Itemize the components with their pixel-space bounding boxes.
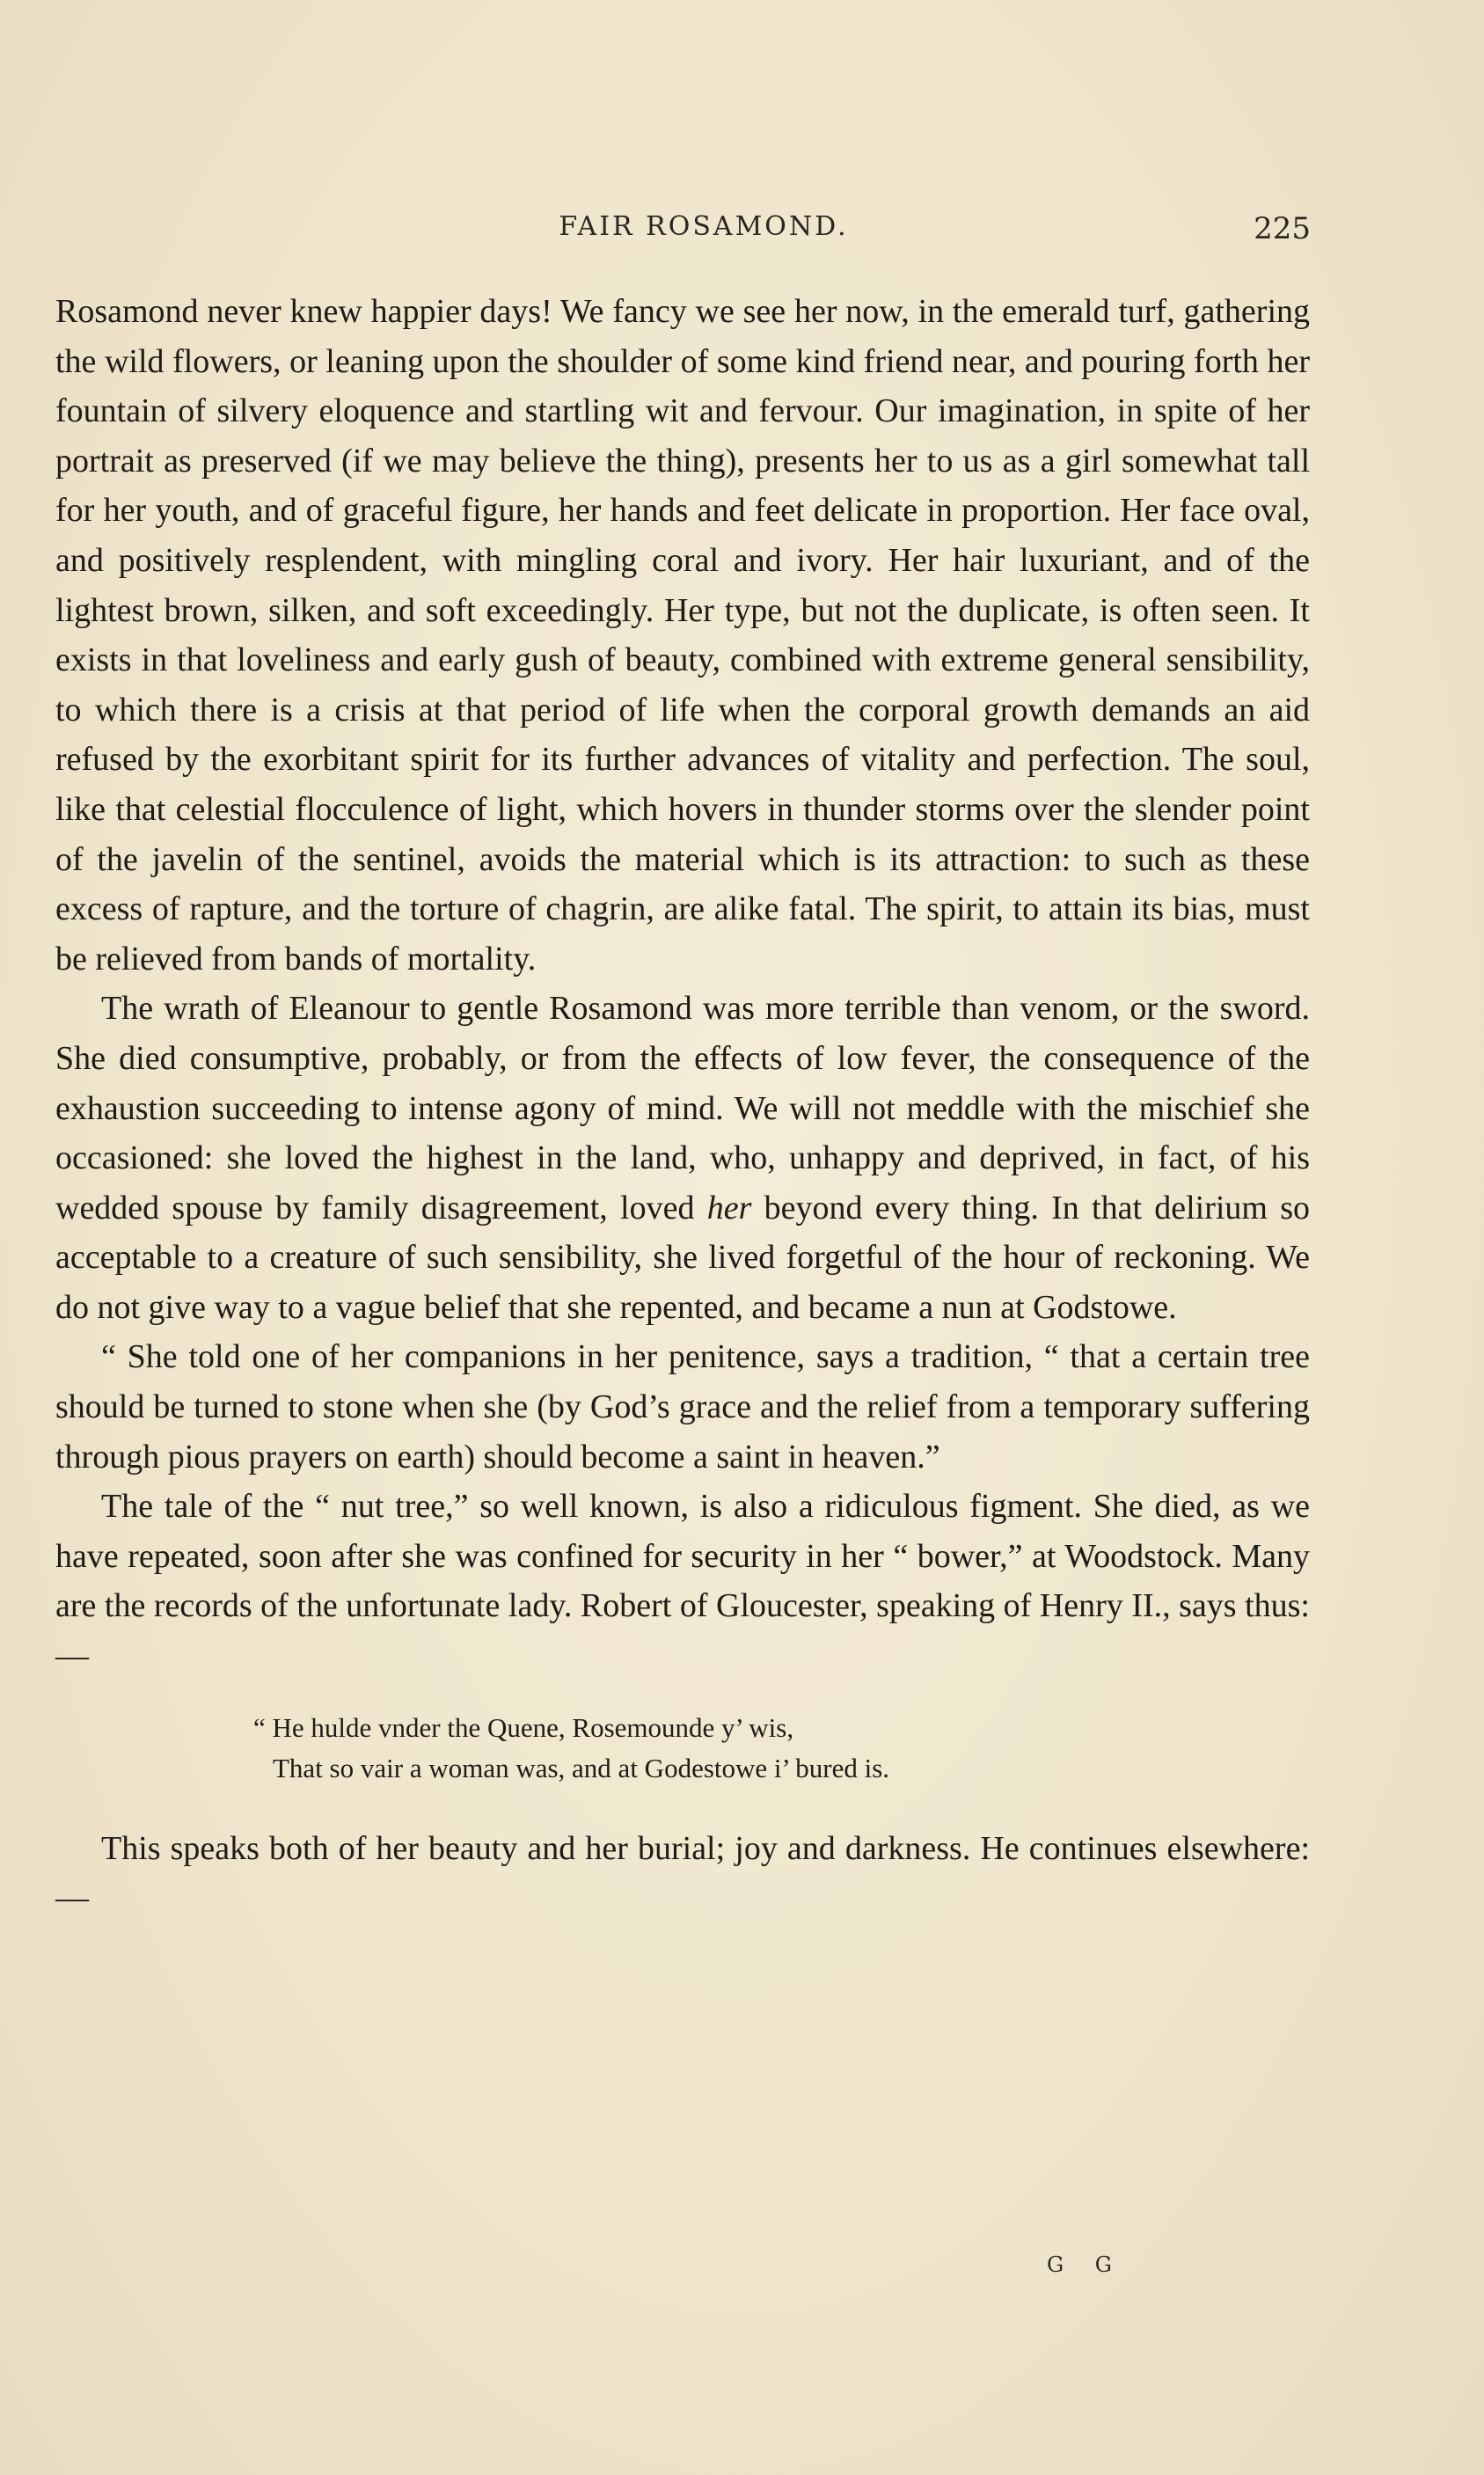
running-title: FAIR ROSAMOND. xyxy=(559,211,849,242)
verse-quotation xyxy=(55,1708,1310,1789)
verse-line-1: “ He hulde vnder the Quene, Rosemounde y’ wis, xyxy=(253,1711,794,1743)
page-header xyxy=(97,211,1311,255)
paragraph-4: The tale of the “ nut tree,” so well known, is also a ridiculous figment. She died, as we have repeated, soon after she was confined for security in her “ bower,” at Woodstock. Many are the records of the unfortunate lady. Robert of Gloucester, speaking of Henry II., says thus: — xyxy=(55,1488,1310,1675)
page-number: 225 xyxy=(1254,211,1311,246)
verse-line-2: That so vair a woman was, and at Godestowe i’ bured is. xyxy=(273,1752,890,1783)
body-text xyxy=(55,287,1310,1923)
closing-paragraph: This speaks both of her beauty and her burial; joy and darkness. He continues elsewhere: — xyxy=(55,1829,1310,1917)
emphasized-her: her xyxy=(706,1189,752,1227)
paragraph-2 xyxy=(55,984,1310,1332)
paragraph-1: Rosamond never knew happier days! We fancy we see her now, in the emerald turf, gathering the wild flowers, or leaning upon the shoulder of some kind friend near, and pouring forth her fountain of silvery eloquence and startling wit and fervour. Our imagination, in spite of her portrait as preserved (if we may believe the thing), presents her to us as a girl somewhat tall for her youth, and of graceful figure, her hands and feet delicate in proportion. Her face oval, and positively resplendent, with mingling coral and ivory. Her hair luxuriant, and of the lightest brown, silken, and soft exceedingly. Her type, but not the duplicate, is often seen. It exists in that loveliness and early gush of beauty, combined with extreme general sensibility, to which there is a crisis at that period of life when the corporal growth demands an aid refused by the exorbitant spirit for its further advances of vitality and perfection. The soul, like that celestial flocculence of light, which hovers in thunder storms over the slender point of the javelin of the sentinel, avoids the material which is its attraction: to such as these excess of rapture, and the torture of chagrin, are alike fatal. The spirit, to attain its bias, must be relieved from bands of mortality. xyxy=(55,293,1310,978)
paragraph-3: “ She told one of her companions in her penitence, says a tradition, “ that a certain tree should be turned to stone when she (by God’s grace and the relief from a temporary suffering through pious prayers on earth) should become a saint in heaven.” xyxy=(55,1338,1310,1475)
paragraph-2-continued: beyond every thing. In that delirium so acceptable to a creature of such sensibility, she lived forgetful of the hour of reckoning. We do not give way to a vague belief that she repented, and became a nun at Godstowe. xyxy=(55,1189,1311,1326)
paragraph-2-text: The wrath of Eleanour to gentle Rosamond was more terrible than venom, or the sword. She died consumptive, probably, or from the effects of low fever, the consequence of the exhaustion succeeding to intense agony of mind. We will not meddle with the mischief she occasioned: she loved the highest in the land, who, unhappy and deprived, in fact, of his wedded spouse by family disagreement, loved xyxy=(55,990,1310,1227)
signature-mark: G G xyxy=(1047,2252,1124,2277)
